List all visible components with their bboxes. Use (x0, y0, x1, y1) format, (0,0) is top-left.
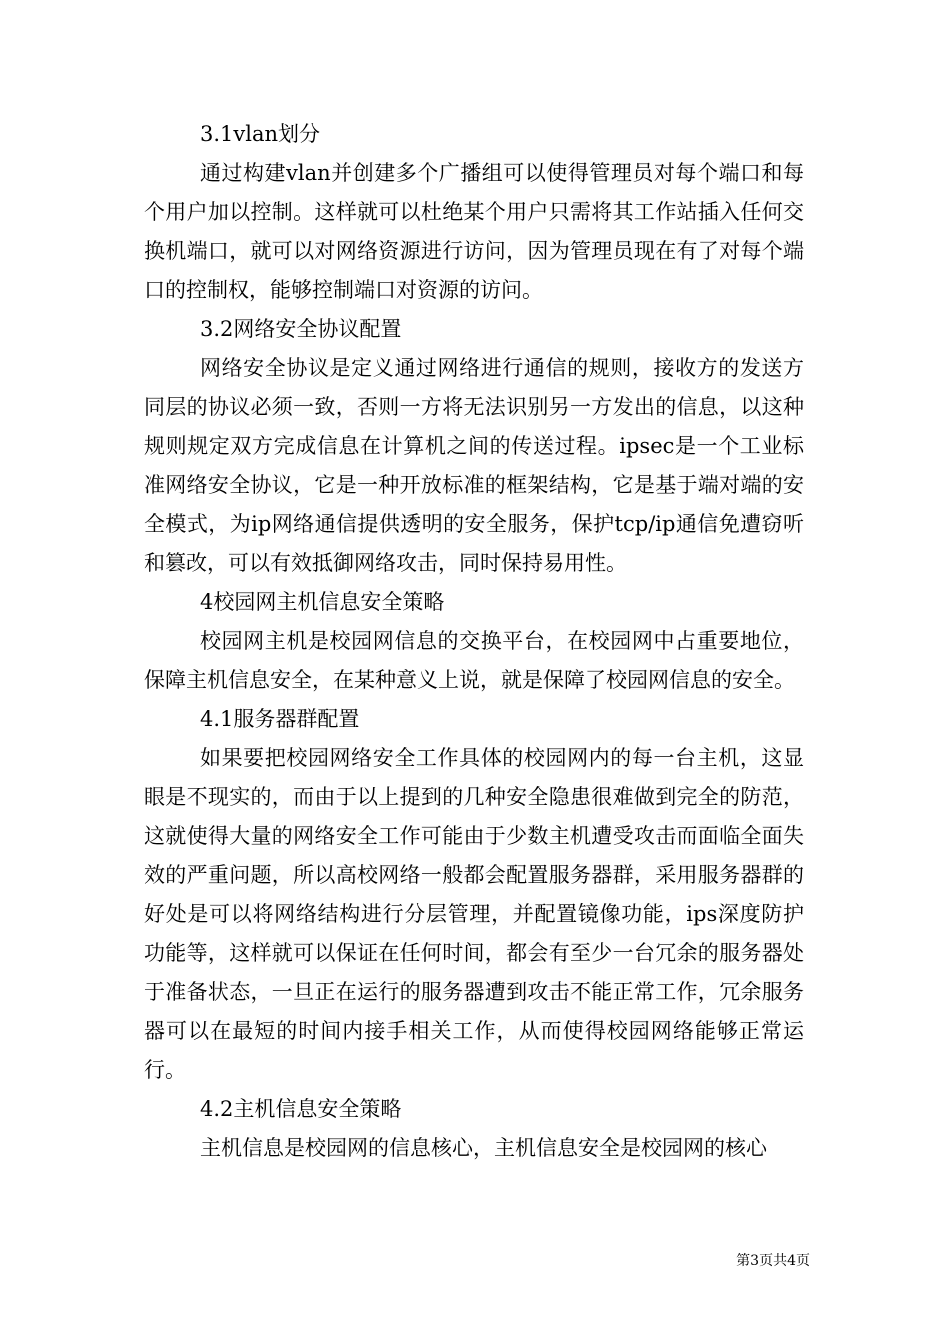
body-paragraph: 网络安全协议是定义通过网络进行通信的规则，接收方的发送方同层的协议必须一致，否则一方将无法识别另一方发出的信息，以这种规则规定双方完成信息在计算机之间的传送过程。ipsec是一个工业标准网络安全协议，它是一种开放标准的框架结构，它是基于端对端的安全模式，为ip网络通信提供透明的安全服务，保护tcp/ip通信免遭窃听和篡改，可以有效抵御网络攻击，同时保持易用性。 (144, 356, 804, 575)
section-heading: 3.1vlan划分 (200, 122, 321, 146)
document-body (144, 115, 804, 1168)
section-heading: 4.1服务器群配置 (200, 707, 360, 731)
body-paragraph: 校园网主机是校园网信息的交换平台，在校园网中占重要地位，保障主机信息安全，在某种意义上说，就是保障了校园网信息的安全。 (144, 629, 804, 692)
section-heading: 3.2网络安全协议配置 (200, 317, 402, 341)
body-paragraph: 通过构建vlan并创建多个广播组可以使得管理员对每个端口和每个用户加以控制。这样就可以杜绝某个用户只需将其工作站插入任何交换机端口，就可以对网络资源进行访问，因为管理员现在有了对每个端口的控制权，能够控制端口对资源的访问。 (144, 161, 804, 302)
section-heading: 4.2主机信息安全策略 (200, 1097, 402, 1121)
body-paragraph: 主机信息是校园网的信息核心，主机信息安全是校园网的核心 (200, 1136, 767, 1160)
body-paragraph: 如果要把校园网络安全工作具体的校园网内的每一台主机，这显眼是不现实的，而由于以上提到的几种安全隐患很难做到完全的防范，这就使得大量的网络安全工作可能由于少数主机遭受攻击而面临全面失效的严重问题，所以高校网络一般都会配置服务器群，采用服务器群的好处是可以将网络结构进行分层管理，并配置镜像功能，ips深度防护功能等，这样就可以保证在任何时间，都会有至少一台冗余的服务器处于准备状态，一旦正在运行的服务器遭到攻击不能正常工作，冗余服务器可以在最短的时间内接手相关工作，从而使得校园网络能够正常运行。 (144, 746, 804, 1082)
page-number: 第3页共4页 (736, 1253, 810, 1269)
section-heading: 4校园网主机信息安全策略 (200, 590, 445, 614)
